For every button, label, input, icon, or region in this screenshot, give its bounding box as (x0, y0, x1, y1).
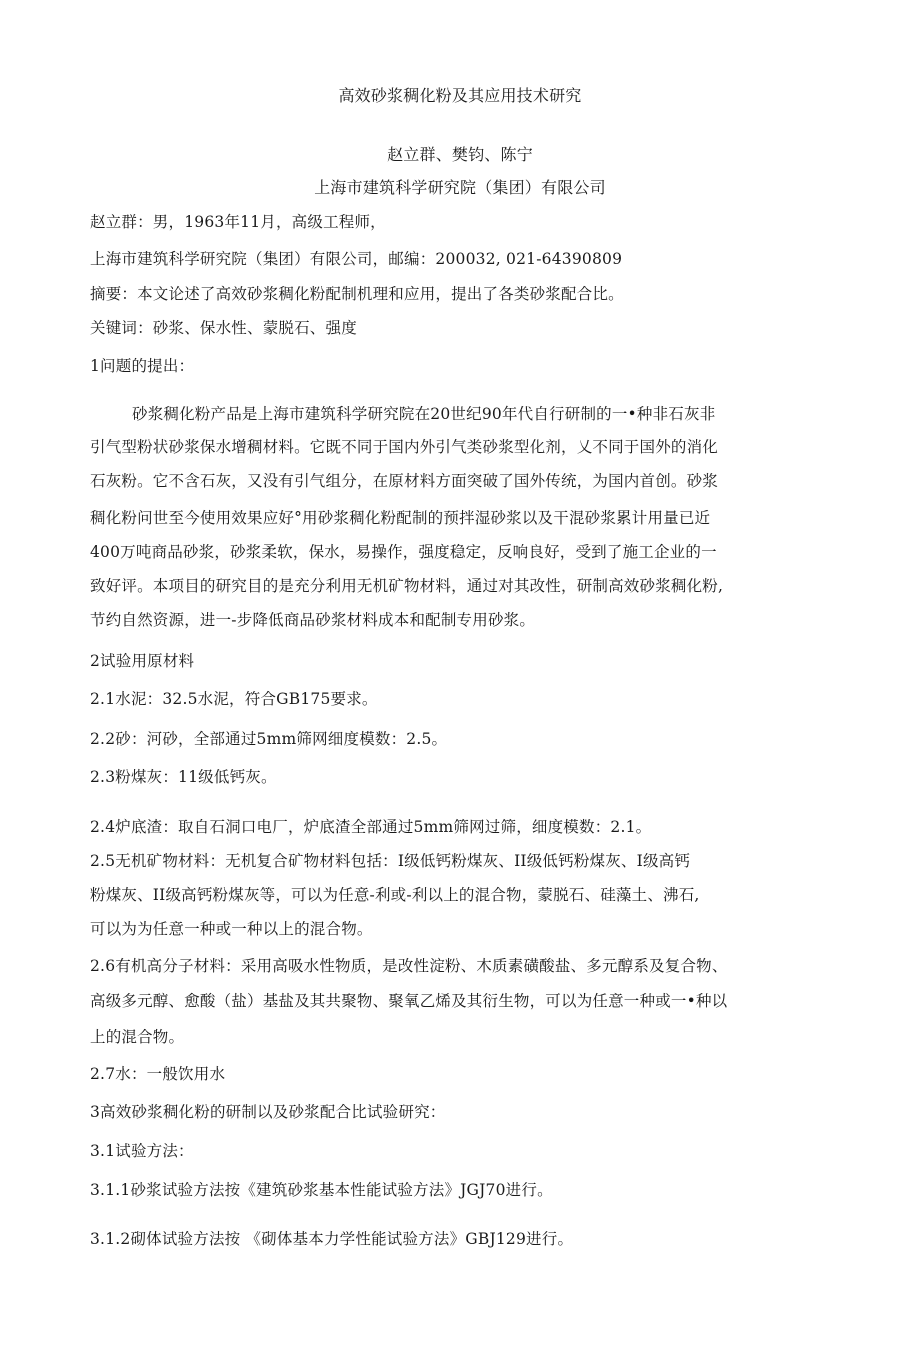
paragraph-line: 400万吨商品砂浆，砂浆柔软，保水，易操作，强度稳定，反响良好，受到了施工企业的一 (90, 543, 717, 561)
keywords-line: 关键词：砂浆、保水性、蒙脱石、强度 (90, 319, 357, 337)
item-2-5-line: 2.5无机矿物材料：无机复合矿物材料包括：I级低钙粉煤灰、II级低钙粉煤灰、I级高钙 (90, 852, 691, 870)
author-info-line-2: 上海市建筑科学研究院（集团）有限公司，邮编：200032, 021-64390809 (90, 250, 623, 268)
item-3-1-1: 3.1.1砂浆试验方法按《建筑砂浆基本性能试验方法》JGJ70进行。 (90, 1181, 553, 1199)
abstract-line: 摘要：本文论述了高效砂浆稠化粉配制机理和应用，提出了各类砂浆配合比。 (90, 285, 624, 303)
item-2-6-line: 上的混合物。 (90, 1028, 185, 1046)
paragraph-line: 致好评。本项目的研究目的是充分利用无机矿物材料，通过对其改性，研制高效砂浆稠化粉, (90, 577, 724, 595)
item-2-4: 2.4炉底渣：取自石洞口电厂，炉底渣全部通过5mm筛网过筛，细度模数：2.1。 (90, 818, 652, 836)
paragraph-line: 稠化粉问世至今使用效果应好°用砂浆稠化粉配制的预拌湿砂浆以及干混砂浆累计用量已近 (90, 509, 711, 527)
item-2-1: 2.1水泥：32.5水泥，符合GB175要求。 (90, 690, 378, 708)
section-1-heading: 1问题的提出： (90, 357, 195, 375)
section-3-heading: 3高效砂浆稠化粉的研制以及砂浆配合比试验研究： (90, 1103, 446, 1121)
item-2-6-line: 高级多元醇、愈酸（盐）基盐及其共聚物、聚氧乙烯及其衍生物，可以为任意一种或一•种以 (90, 992, 728, 1010)
author-info-line-1: 赵立群：男，1963年11月，高级工程师， (90, 213, 386, 231)
section-2-heading: 2试验用原材料 (90, 652, 195, 670)
item-2-3: 2.3粉煤灰：11级低钙灰。 (90, 768, 277, 786)
item-3-1: 3.1试验方法： (90, 1142, 194, 1160)
item-3-1-2: 3.1.2砌体试验方法按 《砌体基本力学性能试验方法》GBJ129进行。 (90, 1230, 574, 1248)
paragraph-line: 节约自然资源，进一-步降低商品砂浆材料成本和配制专用砂浆。 (90, 611, 536, 629)
organization-line: 上海市建筑科学研究院（集团）有限公司 (314, 178, 606, 197)
item-2-6-line: 2.6有机高分子材料：采用高吸水性物质，是改性淀粉、木质素磺酸盐、多元醇系及复合物、 (90, 957, 728, 975)
document-title: 高效砂浆稠化粉及其应用技术研究 (338, 86, 582, 105)
authors-line: 赵立群、樊钧、陈宁 (387, 145, 533, 164)
paragraph-line: 石灰粉。它不含石灰，又没有引气组分，在原材料方面突破了国外传统，为国内首创。砂浆 (90, 472, 719, 490)
paragraph-line: 砂浆稠化粉产品是上海市建筑科学研究院在20世纪90年代自行研制的一•种非石灰非 (132, 405, 716, 423)
paragraph-line: 引气型粉状砂浆保水增稠材料。它既不同于国内外引气类砂浆型化剂，乂不同于国外的消化 (90, 438, 719, 456)
item-2-2: 2.2砂：河砂，全部通过5mm筛网细度模数：2.5。 (90, 730, 448, 748)
item-2-5-line: 可以为为任意一种或一种以上的混合物。 (90, 920, 373, 938)
item-2-5-line: 粉煤灰、II级高钙粉煤灰等，可以为任意-利或-利以上的混合物，蒙脱石、硅藻土、沸石, (90, 886, 700, 904)
item-2-7: 2.7水：一般饮用水 (90, 1065, 226, 1083)
